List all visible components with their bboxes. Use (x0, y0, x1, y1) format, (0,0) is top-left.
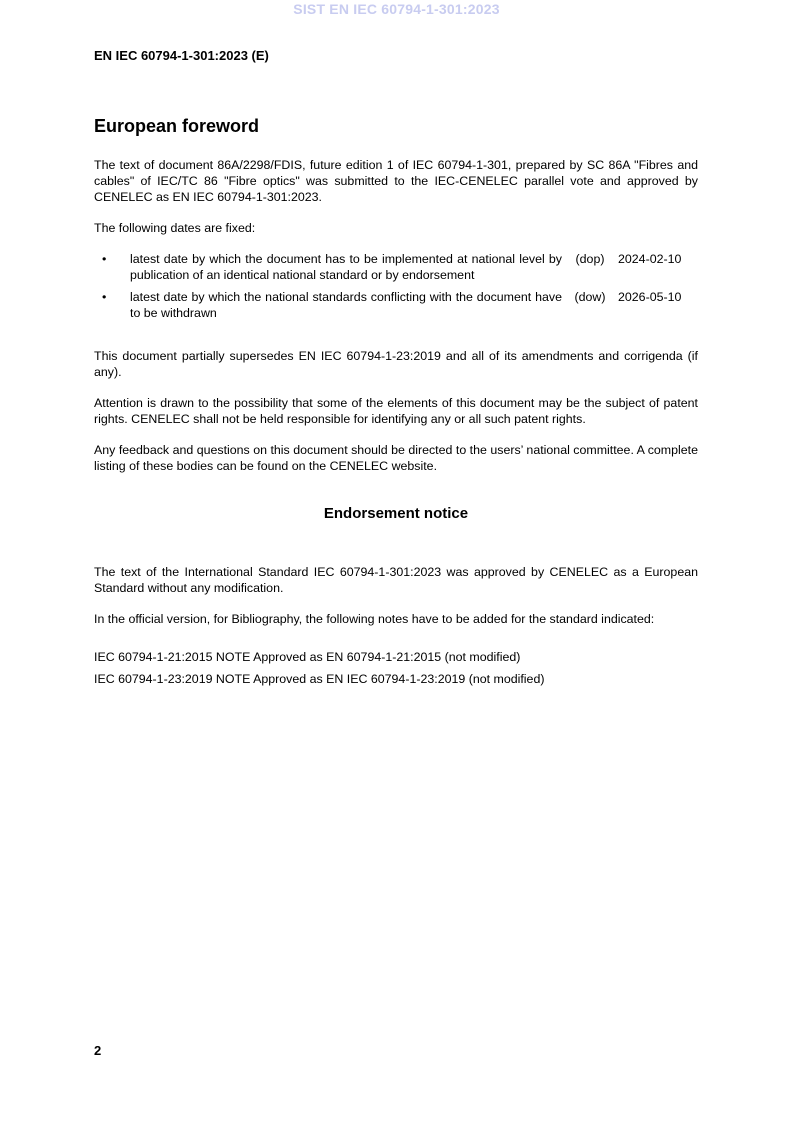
date-value: 2024-02-10 (618, 252, 682, 266)
endorsement-paragraph: The text of the International Standard IEC 60794-1-301:2023 was approved by CENELEC as a European Standard without any modification. (94, 565, 698, 595)
date-code: (dow) (574, 290, 606, 304)
bibliography-intro: In the official version, for Bibliography, the following notes have to be added for the standard indicated: (94, 612, 655, 626)
bibliography-note: IEC 60794-1-21:2015 NOTE Approved as EN 60794-1-21:2015 (not modified) (94, 650, 521, 664)
feedback-paragraph: Any feedback and questions on this document should be directed to the users’ national committee. A complete listing of these bodies can be found on the CENELEC website. (94, 443, 698, 473)
date-value: 2026-05-10 (618, 290, 682, 304)
document-id: EN IEC 60794-1-301:2023 (E) (94, 48, 269, 63)
foreword-title: European foreword (94, 116, 260, 136)
date-row-dop (94, 251, 698, 283)
bibliography-note: IEC 60794-1-23:2019 NOTE Approved as EN IEC 60794-1-23:2019 (not modified) (94, 672, 545, 686)
foreword-paragraph: The text of document 86A/2298/FDIS, future edition 1 of IEC 60794-1-301, prepared by SC 86A "Fibres and cables" of IEC/TC 86 "Fibre optics" was submitted to the IEC-CENELEC parallel vote and approved by CENELEC as EN IEC 60794-1-301:2023. (94, 158, 698, 204)
bibliography-notes (94, 649, 698, 687)
date-description: latest date by which the national standards conflicting with the document have to be withdrawn (130, 290, 562, 320)
dates-intro: The following dates are fixed: (94, 221, 256, 235)
bullet: • (102, 252, 107, 266)
date-description: latest date by which the document has to be implemented at national level by publication of an identical national standard or by endorsement (130, 252, 562, 282)
page-number: 2 (94, 1043, 102, 1058)
patent-paragraph: Attention is drawn to the possibility that some of the elements of this document may be the subject of patent rights. CENELEC shall not be held responsible for identifying any or all such patent rights. (94, 396, 698, 426)
page-content (94, 115, 698, 693)
watermark: SIST EN IEC 60794-1-301:2023 (293, 1, 500, 17)
supersedes-paragraph: This document partially supersedes EN IEC 60794-1-23:2019 and all of its amendments and corrigenda (if any). (94, 349, 698, 379)
dates-list (94, 251, 698, 321)
date-code: (dop) (575, 252, 605, 266)
bullet: • (102, 290, 107, 304)
date-row-dow (94, 289, 698, 321)
endorsement-title: Endorsement notice (323, 505, 469, 522)
